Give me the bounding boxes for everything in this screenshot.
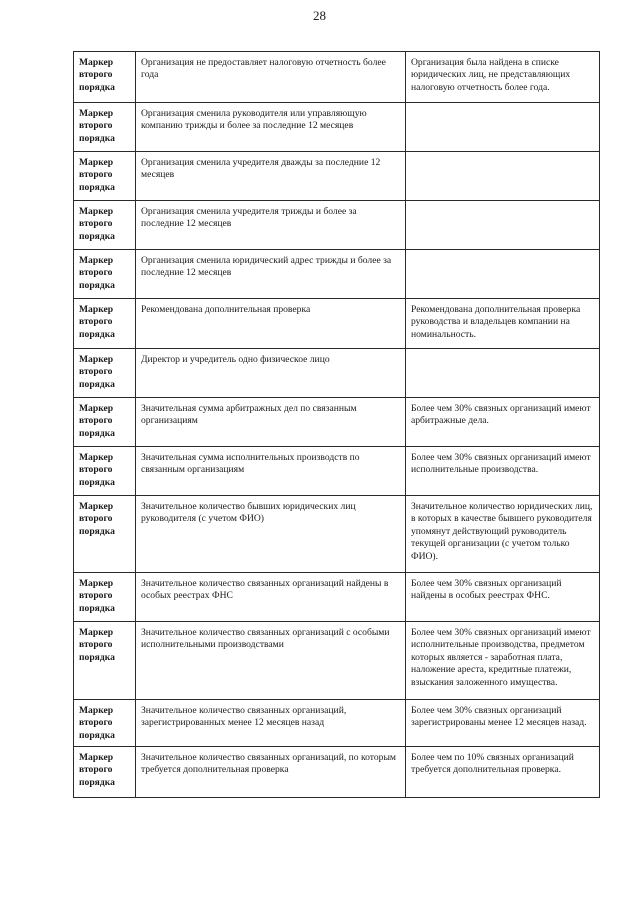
marker-description-cell: Организация сменила юридический адрес трижды и более за последние 12 месяцев bbox=[136, 250, 406, 299]
marker-description-cell: Организация не предоставляет налоговую отчетность более года bbox=[136, 52, 406, 103]
marker-description-cell: Значительное количество связанных организаций найдены в особых реестрах ФНС bbox=[136, 573, 406, 622]
marker-type-cell: Маркер второго порядка bbox=[74, 201, 136, 250]
marker-type-cell: Маркер второго порядка bbox=[74, 349, 136, 398]
marker-note-cell bbox=[406, 201, 600, 250]
table-row bbox=[74, 52, 600, 103]
marker-description-cell: Организация сменила учредителя дважды за последние 12 месяцев bbox=[136, 152, 406, 201]
marker-note-cell: Более чем 30% связных организаций имеют исполнительные производства, предметом которых является - заработная плата, наложение ареста, кредитные платежи, взыскания заложенного имущества. bbox=[406, 622, 600, 700]
marker-description-cell: Директор и учредитель одно физическое лицо bbox=[136, 349, 406, 398]
table-row bbox=[74, 496, 600, 573]
table-row bbox=[74, 573, 600, 622]
table-row bbox=[74, 447, 600, 496]
marker-type-cell: Маркер второго порядка bbox=[74, 573, 136, 622]
marker-note-cell bbox=[406, 349, 600, 398]
marker-type-cell: Маркер второго порядка bbox=[74, 700, 136, 747]
marker-type-cell: Маркер второго порядка bbox=[74, 299, 136, 349]
marker-note-cell: Более чем 30% связных организаций имеют арбитражные дела. bbox=[406, 398, 600, 447]
marker-description-cell: Организация сменила руководителя или управляющую компанию трижды и более за последние 12 месяцев bbox=[136, 103, 406, 152]
table-row bbox=[74, 103, 600, 152]
marker-note-cell: Организация была найдена в списке юридических лиц, не представляющих налоговую отчетность более года. bbox=[406, 52, 600, 103]
marker-type-cell: Маркер второго порядка bbox=[74, 250, 136, 299]
table-row bbox=[74, 250, 600, 299]
table-row bbox=[74, 622, 600, 700]
marker-note-cell bbox=[406, 103, 600, 152]
table-row bbox=[74, 398, 600, 447]
table-row bbox=[74, 747, 600, 798]
marker-note-cell bbox=[406, 152, 600, 201]
marker-note-cell: Рекомендована дополнительная проверка руководства и владельцев компании на номинальность. bbox=[406, 299, 600, 349]
marker-type-cell: Маркер второго порядка bbox=[74, 152, 136, 201]
marker-type-cell: Маркер второго порядка bbox=[74, 622, 136, 700]
marker-note-cell: Значительное количество юридических лиц, в которых в качестве бывшего руководителя упомянут действующий руководитель текущей организации (с учетом только ФИО). bbox=[406, 496, 600, 573]
table-row bbox=[74, 700, 600, 747]
marker-description-cell: Организация сменила учредителя трижды и более за последние 12 месяцев bbox=[136, 201, 406, 250]
marker-description-cell: Значительное количество связанных организаций, по которым требуется дополнительная проверка bbox=[136, 747, 406, 798]
page-number: 28 bbox=[313, 8, 326, 23]
marker-description-cell: Значительное количество связанных организаций с особыми исполнительными производствами bbox=[136, 622, 406, 700]
markers-table bbox=[73, 51, 600, 798]
marker-type-cell: Маркер второго порядка bbox=[74, 52, 136, 103]
marker-type-cell: Маркер второго порядка bbox=[74, 447, 136, 496]
marker-note-cell: Более чем 30% связных организаций найдены в особых реестрах ФНС. bbox=[406, 573, 600, 622]
marker-description-cell: Значительное количество связанных организаций, зарегистрированных менее 12 месяцев назад bbox=[136, 700, 406, 747]
marker-type-cell: Маркер второго порядка bbox=[74, 103, 136, 152]
marker-type-cell: Маркер второго порядка bbox=[74, 496, 136, 573]
marker-note-cell: Более чем 30% связных организаций имеют исполнительные производства. bbox=[406, 447, 600, 496]
table-row bbox=[74, 152, 600, 201]
marker-description-cell: Значительная сумма исполнительных производств по связанным организациям bbox=[136, 447, 406, 496]
marker-description-cell: Значительная сумма арбитражных дел по связанным организациям bbox=[136, 398, 406, 447]
marker-note-cell: Более чем 30% связных организаций зарегистрированы менее 12 месяцев назад. bbox=[406, 700, 600, 747]
table-row bbox=[74, 201, 600, 250]
marker-description-cell: Рекомендована дополнительная проверка bbox=[136, 299, 406, 349]
marker-type-cell: Маркер второго порядка bbox=[74, 747, 136, 798]
marker-note-cell: Более чем по 10% связных организаций требуется дополнительная проверка. bbox=[406, 747, 600, 798]
table-row bbox=[74, 299, 600, 349]
marker-type-cell: Маркер второго порядка bbox=[74, 398, 136, 447]
table-row bbox=[74, 349, 600, 398]
marker-description-cell: Значительное количество бывших юридических лиц руководителя (с учетом ФИО) bbox=[136, 496, 406, 573]
marker-note-cell bbox=[406, 250, 600, 299]
